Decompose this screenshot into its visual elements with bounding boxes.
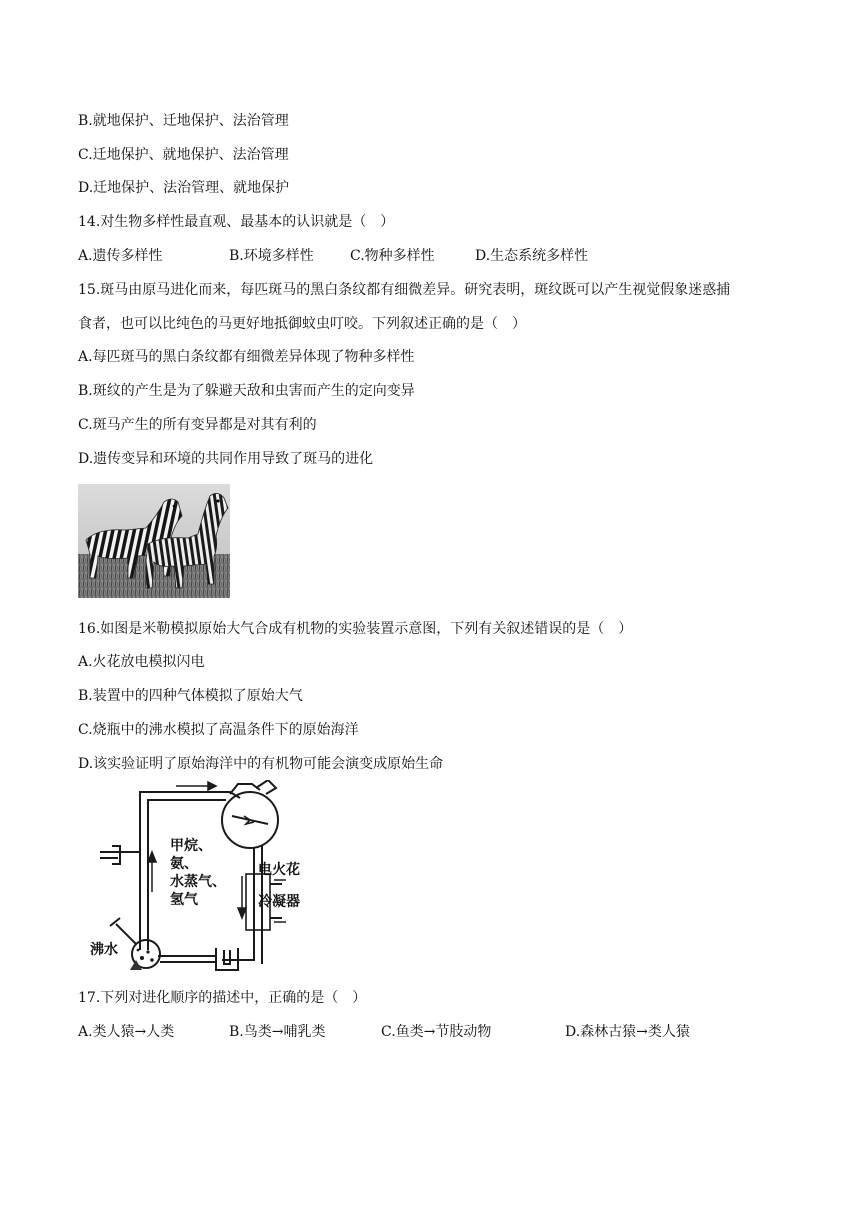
q14-stem: 14.对生物多样性最直观、最基本的认识就是（ ） — [78, 214, 395, 230]
q14-option-b: B.环境多样性 — [229, 248, 314, 264]
q13-option-b: B.就地保护、迁地保护、法治管理 — [78, 113, 289, 129]
gas-label-water-vapor: 水蒸气、 — [170, 874, 226, 890]
q17-option-c: C.鱼类→节肢动物 — [381, 1024, 492, 1040]
q17-option-b: B.鸟类→哺乳类 — [229, 1024, 326, 1040]
q15-option-c: C.斑马产生的所有变异都是对其有利的 — [78, 417, 317, 433]
gas-label-ammonia: 氨、 — [170, 856, 198, 872]
q14-option-d: D.生态系统多样性 — [475, 248, 589, 264]
q17-option-d: D.森林古猿→类人猿 — [565, 1024, 690, 1040]
q13-option-d: D.迁地保护、法治管理、就地保护 — [78, 180, 290, 196]
q15-option-a: A.每匹斑马的黑白条纹都有细微差异体现了物种多样性 — [78, 349, 415, 365]
boiling-water-label: 沸水 — [90, 942, 118, 958]
zebra-photo — [78, 484, 230, 598]
miller-apparatus-diagram — [90, 780, 320, 978]
q15-stem-line1: 15.斑马由原马进化而来，每匹斑马的黑白条纹都有细微差异。研究表明，斑纹既可以产生视觉假象迷惑捕 — [78, 282, 731, 298]
q15-stem-line2: 食者，也可以比纯色的马更好地抵御蚊虫叮咬。下列叙述正确的是（ ） — [78, 316, 526, 332]
q17-option-a: A.类人猿→人类 — [78, 1024, 175, 1040]
q14-option-a: A.遗传多样性 — [78, 248, 163, 264]
q16-option-b: B.装置中的四种气体模拟了原始大气 — [78, 688, 303, 704]
q16-option-a: A.火花放电模拟闪电 — [78, 654, 205, 670]
q14-option-c: C.物种多样性 — [350, 248, 435, 264]
q16-option-d: D.该实验证明了原始海洋中的有机物可能会演变成原始生命 — [78, 756, 444, 772]
q17-stem: 17.下列对进化顺序的描述中，正确的是（ ） — [78, 990, 367, 1006]
q16-stem: 16.如图是米勒模拟原始大气合成有机物的实验装置示意图，下列有关叙述错误的是（ ） — [78, 621, 633, 637]
gas-label-methane: 甲烷、 — [170, 838, 212, 854]
q15-option-b: B.斑纹的产生是为了躲避天敌和虫害而产生的定向变异 — [78, 383, 415, 399]
spark-label: 电火花 — [258, 862, 300, 878]
q16-option-c: C.烧瓶中的沸水模拟了高温条件下的原始海洋 — [78, 722, 359, 738]
gas-label-hydrogen: 氢气 — [170, 892, 198, 908]
q13-option-c: C.迁地保护、就地保护、法治管理 — [78, 147, 289, 163]
q15-option-d: D.遗传变异和环境的共同作用导致了斑马的进化 — [78, 451, 374, 467]
condenser-label: 冷凝器 — [258, 894, 300, 910]
